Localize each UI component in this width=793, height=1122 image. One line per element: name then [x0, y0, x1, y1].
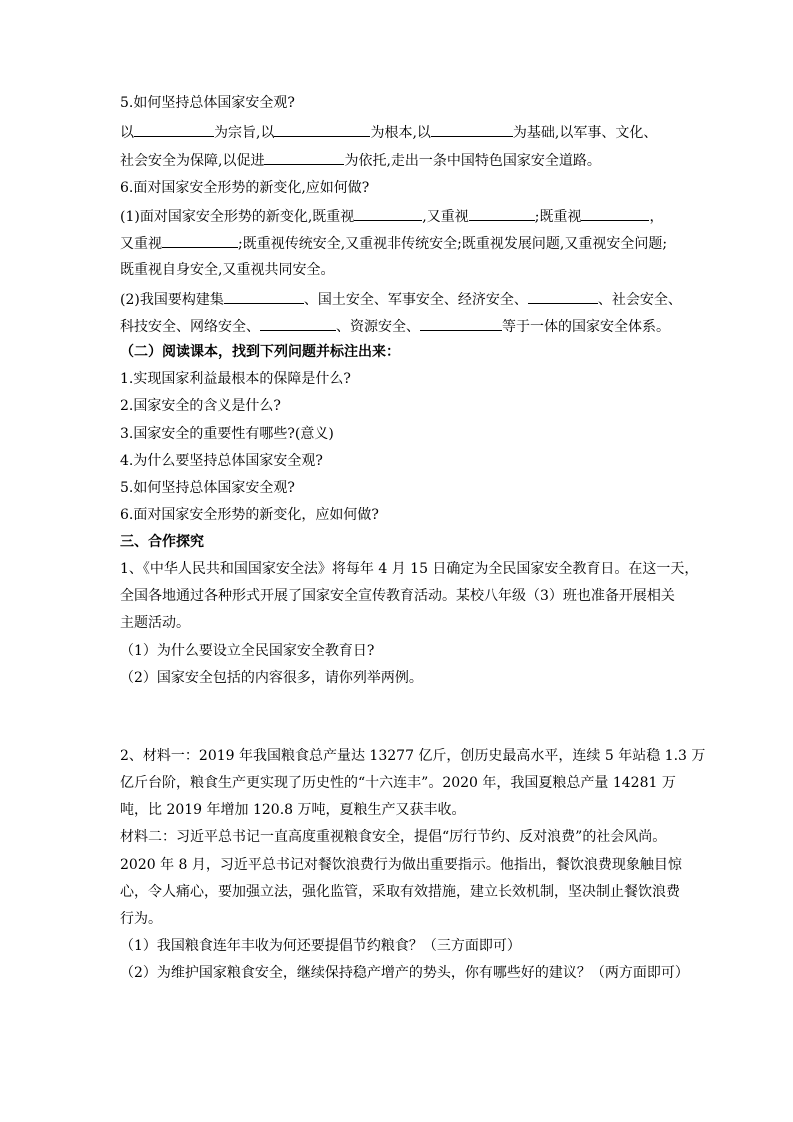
coop-q2-subquestion: （1）我国粮食连年丰收为何还要提倡节约粮食？（三方面即可） [120, 938, 521, 954]
q6-part1-line-1: (1)面对国家安全形势的新变化,既重视 ,又重视 ;既重视 ， [120, 206, 663, 227]
answer-blank[interactable] [469, 206, 535, 221]
reading-question: 1.实现国家利益最根本的保障是什么? [120, 371, 351, 387]
coop-q2-text: 心，令人痛心，要加强立法，强化监管，采取有效措施，建立长效机制，坚决制止餐饮浪费 [120, 884, 680, 900]
coop-q1-text: 主题活动。 [120, 615, 190, 631]
answer-blank[interactable] [420, 316, 502, 331]
coop-heading: 三、合作探究 [120, 534, 204, 550]
coop-q1-text: 1、《中华人民共和国国家安全法》将每年 4 月 15 日确定为全民国家安全教育日。在这一天， [120, 561, 699, 577]
reading-heading: （二）阅读课本，找到下列问题并标注出来： [120, 344, 400, 360]
answer-blank[interactable] [134, 122, 214, 137]
coop-q2-text: 2020 年 8 月，习近平总书记对餐饮浪费行为做出重要指示。他指出，餐饮浪费现象触目惊 [120, 857, 682, 873]
coop-q2-text: 行为。 [120, 911, 162, 927]
q5-line-1: 以 为宗旨,以 为根本,以 为基础,以军事、文化、 [120, 122, 657, 143]
q6-part1-line-3: 既重视自身安全,又重视共同安全。 [120, 262, 335, 278]
coop-q2-text: 亿斤台阶，粮食生产更实现了历史性的“十六连丰”。2020 年，我国夏粮总产量 14281 万 [120, 775, 676, 791]
coop-q2-text: 材料二：习近平总书记一直高度重视粮食安全，提倡“厉行节约、反对浪费”的社会风尚。 [120, 829, 667, 845]
reading-question: 4.为什么要坚持总体国家安全观? [120, 453, 323, 469]
q6-part1-line-2: 又重视 ;既重视传统安全,又重视非传统安全;既重视发展问题,又重视安全问题; [120, 233, 667, 254]
reading-question: 6.面对国家安全形势的新变化，应如何做? [120, 507, 379, 523]
q6-part2-line-1: (2)我国要构建集 、国土安全、军事安全、经济安全、 、社会安全、 [120, 289, 682, 310]
answer-blank[interactable] [274, 122, 370, 137]
coop-q2-text: 吨，比 2019 年增加 120.8 万吨，夏粮生产又获丰收。 [120, 802, 466, 818]
coop-q1-text: 全国各地通过各种形式开展了国家安全宣传教育活动。某校八年级（3）班也准备开展相关 [120, 588, 675, 604]
q6-part2-line-2: 科技安全、网络安全、 、资源安全、 等于一体的国家安全体系。 [120, 316, 670, 337]
q5-line-2: 社会安全为保障,以促进 为依托,走出一条中国特色国家安全道路。 [120, 150, 601, 171]
coop-q1-subquestion: （2）国家安全包括的内容很多，请你列举两例。 [120, 670, 423, 686]
q5-title: 5.如何坚持总体国家安全观? [120, 95, 295, 111]
answer-blank[interactable] [162, 233, 238, 248]
reading-question: 3.国家安全的重要性有哪些?(意义) [120, 426, 334, 442]
coop-q1-subquestion: （1）为什么要设立全民国家安全教育日? [120, 643, 375, 659]
reading-question: 5.如何坚持总体国家安全观? [120, 480, 295, 496]
answer-blank[interactable] [264, 150, 344, 165]
reading-question: 2.国家安全的含义是什么? [120, 398, 281, 414]
answer-blank[interactable] [354, 206, 422, 221]
answer-blank[interactable] [581, 206, 649, 221]
answer-blank[interactable] [431, 122, 513, 137]
q6-title: 6.面对国家安全形势的新变化,应如何做? [120, 180, 370, 196]
answer-blank[interactable] [260, 316, 336, 331]
coop-q2-subquestion: （2）为维护国家粮食安全，继续保持稳产增产的势头，你有哪些好的建议？（两方面即可） [120, 965, 689, 981]
answer-blank[interactable] [224, 289, 304, 304]
answer-blank[interactable] [528, 289, 598, 304]
coop-q2-text: 2、材料一：2019 年我国粮食总产量达 13277 亿斤，创历史最高水平，连续 5 年站稳 1.3 万 [120, 748, 706, 764]
